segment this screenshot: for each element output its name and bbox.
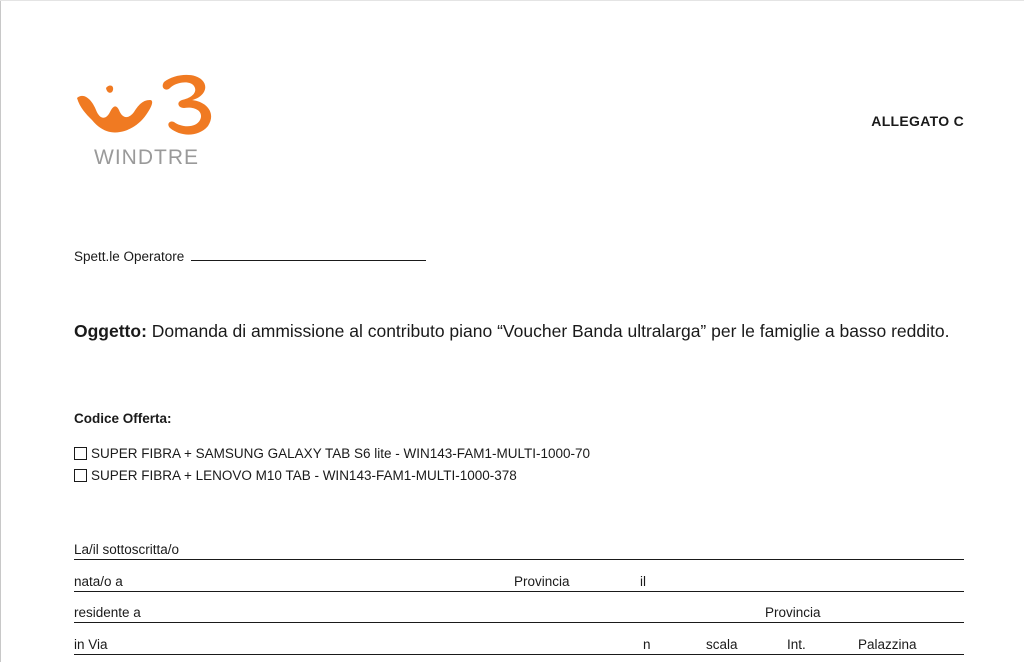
number-label: n xyxy=(643,637,651,652)
offer-code-title: Codice Offerta: xyxy=(74,411,172,426)
address-row[interactable] xyxy=(74,632,964,655)
subject-paragraph xyxy=(74,318,964,345)
addressee-line xyxy=(74,248,426,264)
birthplace-label: nata/o a xyxy=(74,574,123,589)
signatory-label: La/il sottoscritta/o xyxy=(74,542,180,557)
residence-province-label: Provincia xyxy=(765,605,821,620)
offer-option[interactable] xyxy=(74,468,517,483)
offer-option[interactable] xyxy=(74,446,590,461)
stair-label: scala xyxy=(706,637,738,652)
attachment-label: ALLEGATO C xyxy=(871,113,964,129)
birth-province-label: Provincia xyxy=(514,574,570,589)
residence-label: residente a xyxy=(74,605,141,620)
offer-option-label: SUPER FIBRA + SAMSUNG GALAXY TAB S6 lite - WIN143-FAM1-MULTI-1000-70 xyxy=(91,446,591,461)
residence-row[interactable] xyxy=(74,600,964,623)
offer-checkbox[interactable] xyxy=(74,447,87,460)
addressee-label: Spett.le Operatore xyxy=(74,249,185,264)
subject-text: Domanda di ammissione al contributo piano “Voucher Banda ultralarga” per le famiglie a basso reddito. xyxy=(151,321,950,341)
offer-option-label: SUPER FIBRA + LENOVO M10 TAB - WIN143-FAM1-MULTI-1000-378 xyxy=(91,468,517,483)
page-edge xyxy=(0,0,1,662)
page-edge-top xyxy=(0,0,1024,1)
offer-checkbox[interactable] xyxy=(74,469,87,482)
birth-row[interactable] xyxy=(74,569,964,592)
operator-blank-field[interactable] xyxy=(191,248,426,261)
street-label: in Via xyxy=(74,637,108,652)
subject-label: Oggetto: xyxy=(74,321,147,341)
interior-label: Int. xyxy=(787,637,806,652)
signatory-row[interactable] xyxy=(74,537,964,560)
logo-wordmark: WINDTRE xyxy=(94,146,199,169)
birth-date-label: il xyxy=(640,574,646,589)
building-label: Palazzina xyxy=(858,637,917,652)
